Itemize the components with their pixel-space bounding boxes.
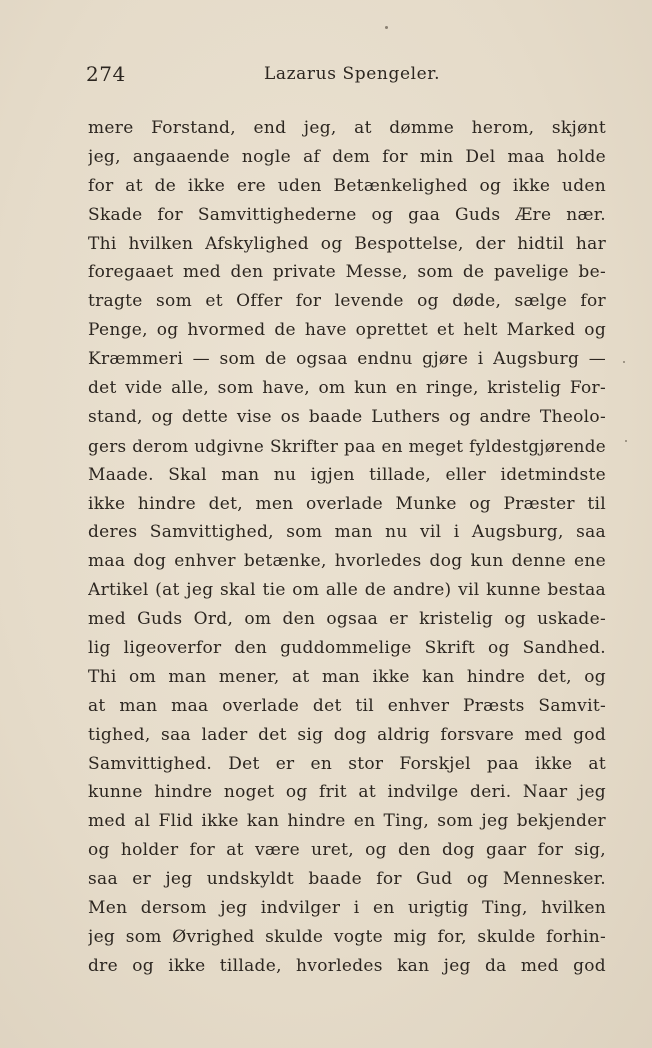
- text-line: deres Samvittighed, som man nu vil i Augsburg, saa: [88, 522, 606, 543]
- text-line: jeg, angaaende nogle af dem for min Del maa holde: [88, 146, 606, 167]
- text-line: med al Flid ikke kan hindre en Ting, som jeg bekjender: [88, 811, 606, 832]
- text-line: og holder for at være uret, og den dog gaar for sig,: [88, 840, 606, 861]
- text-line: gers derom udgivne Skrifter paa en meget fyldestgjørende: [88, 435, 606, 456]
- text-line: Skade for Samvittighederne og gaa Guds Ære nær.: [88, 204, 606, 225]
- text-line: Maade. Skal man nu igjen tillade, eller idetmindste: [88, 464, 606, 485]
- text-line: Thi hvilken Afskylighed og Bespottelse, der hidtil har: [88, 233, 606, 254]
- text-line: lig ligeoverfor den guddommelige Skrift og Sandhed.: [88, 638, 606, 659]
- text-line: saa er jeg undskyldt baade for Gud og Mennesker.: [88, 869, 606, 890]
- text-line: dre og ikke tillade, hvorledes kan jeg da med god: [88, 955, 606, 976]
- paper-speck: [623, 361, 625, 363]
- text-line: Samvittighed. Det er en stor Forskjel paa ikke at: [88, 753, 606, 774]
- text-line: det vide alle, som have, om kun en ringe, kristelig For-: [88, 378, 606, 399]
- paper-speck: [385, 26, 388, 29]
- page-number: 274: [86, 62, 126, 86]
- text-line: stand, og dette vise os baade Luthers og andre Theolo-: [88, 406, 606, 427]
- running-head: Lazarus Spengeler.: [264, 64, 441, 84]
- text-line: maa dog enhver betænke, hvorledes dog kun denne ene: [88, 551, 606, 572]
- text-line: Men dersom jeg indvilger i en urigtig Ting, hvilken: [88, 898, 606, 919]
- text-line: jeg som Øvrighed skulde vogte mig for, skulde forhin-: [88, 926, 606, 947]
- page-header: [86, 62, 606, 86]
- text-line: ikke hindre det, men overlade Munke og Præster til: [88, 493, 606, 514]
- paper-speck: [625, 440, 627, 442]
- text-line: foregaaet med den private Messe, som de pavelige be-: [88, 262, 606, 283]
- text-line: Artikel (at jeg skal tie om alle de andre) vil kunne bestaa: [88, 580, 606, 601]
- text-line: Kræmmeri — som de ogsaa endnu gjøre i Augsburg —: [88, 349, 606, 370]
- text-line: for at de ikke ere uden Betænkelighed og ikke uden: [88, 175, 606, 196]
- text-line: Penge, og hvormed de have oprettet et helt Marked og: [88, 320, 606, 341]
- text-line: tragte som et Offer for levende og døde, sælge for: [88, 291, 606, 312]
- show-through-shadow: [440, 966, 590, 980]
- text-line: tighed, saa lader det sig dog aldrig forsvare med god: [88, 724, 606, 745]
- text-line: mere Forstand, end jeg, at dømme herom, skjønt: [88, 118, 606, 138]
- body-text: [88, 114, 606, 981]
- text-line: at man maa overlade det til enhver Præsts Samvit-: [88, 695, 606, 716]
- text-line: kunne hindre noget og frit at indvilge deri. Naar jeg: [88, 782, 606, 803]
- text-line: Thi om man mener, at man ikke kan hindre det, og: [88, 666, 606, 687]
- text-line: med Guds Ord, om den ogsaa er kristelig og uskade-: [88, 609, 606, 630]
